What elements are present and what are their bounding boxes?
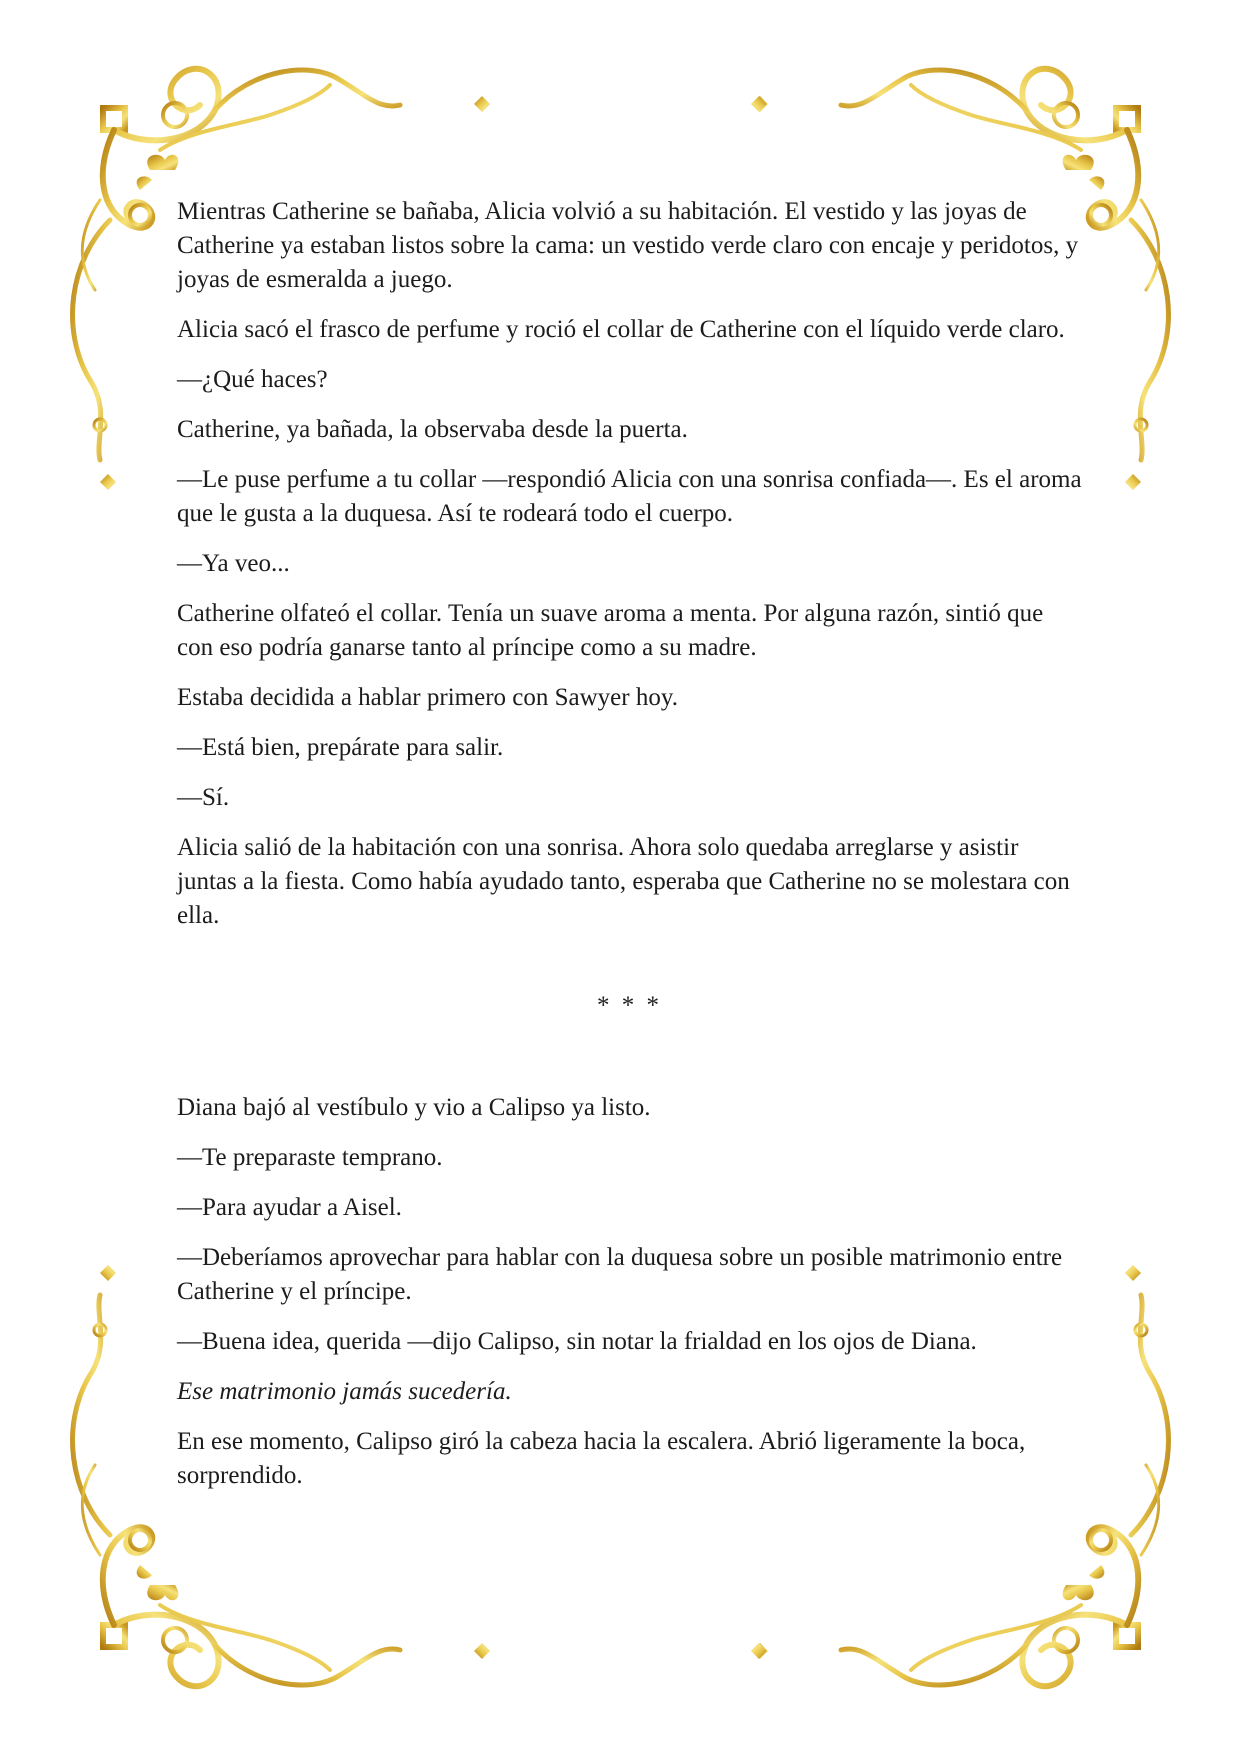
paragraph: Catherine olfateó el collar. Tenía un suave aroma a menta. Por alguna razón, sintió que con eso podría ganarse tanto al príncipe como a su madre. <box>177 600 1044 661</box>
dialogue-line: —Te preparaste temprano. <box>177 1144 443 1171</box>
dialogue-line: —Sí. <box>177 784 230 811</box>
paragraph: Catherine, ya bañada, la observaba desde la puerta. <box>177 416 688 443</box>
paragraph: Alicia sacó el frasco de perfume y roció el collar de Catherine con el líquido verde claro. <box>177 316 1065 343</box>
scene-break: * * * <box>597 992 662 1019</box>
paragraph: Diana bajó al vestíbulo y vio a Calipso ya listo. <box>177 1094 651 1121</box>
italic-thought: Ese matrimonio jamás sucedería. <box>177 1378 512 1405</box>
document-body <box>177 195 1082 1509</box>
paragraph: Mientras Catherine se bañaba, Alicia volvió a su habitación. El vestido y las joyas de Catherine ya estaban listos sobre la cama: un vestido verde claro con encaje y peridotos, y joyas de esmeralda a juego. <box>177 198 1079 293</box>
dialogue-line: —Está bien, prepárate para salir. <box>177 734 504 761</box>
paragraph: Alicia salió de la habitación con una sonrisa. Ahora solo quedaba arreglarse y asistir juntas a la fiesta. Como había ayudado tanto, esperaba que Catherine no se molestara con ella. <box>177 834 1070 929</box>
dialogue-line: —Ya veo... <box>177 550 290 577</box>
dialogue-line: —Buena idea, querida —dijo Calipso, sin notar la frialdad en los ojos de Diana. <box>177 1328 977 1355</box>
dialogue-line: —Para ayudar a Aisel. <box>177 1194 402 1221</box>
dialogue-line: —Le puse perfume a tu collar —respondió Alicia con una sonrisa confiada—. Es el aroma que le gusta a la duquesa. Así te rodeará todo el cuerpo. <box>177 466 1082 527</box>
paragraph: Estaba decidida a hablar primero con Sawyer hoy. <box>177 684 678 711</box>
dialogue-line: —¿Qué haces? <box>177 366 328 393</box>
dialogue-line: —Deberíamos aprovechar para hablar con la duquesa sobre un posible matrimonio entre Catherine y el príncipe. <box>177 1244 1063 1305</box>
paragraph: En ese momento, Calipso giró la cabeza hacia la escalera. Abrió ligeramente la boca, sorprendido. <box>177 1428 1026 1489</box>
